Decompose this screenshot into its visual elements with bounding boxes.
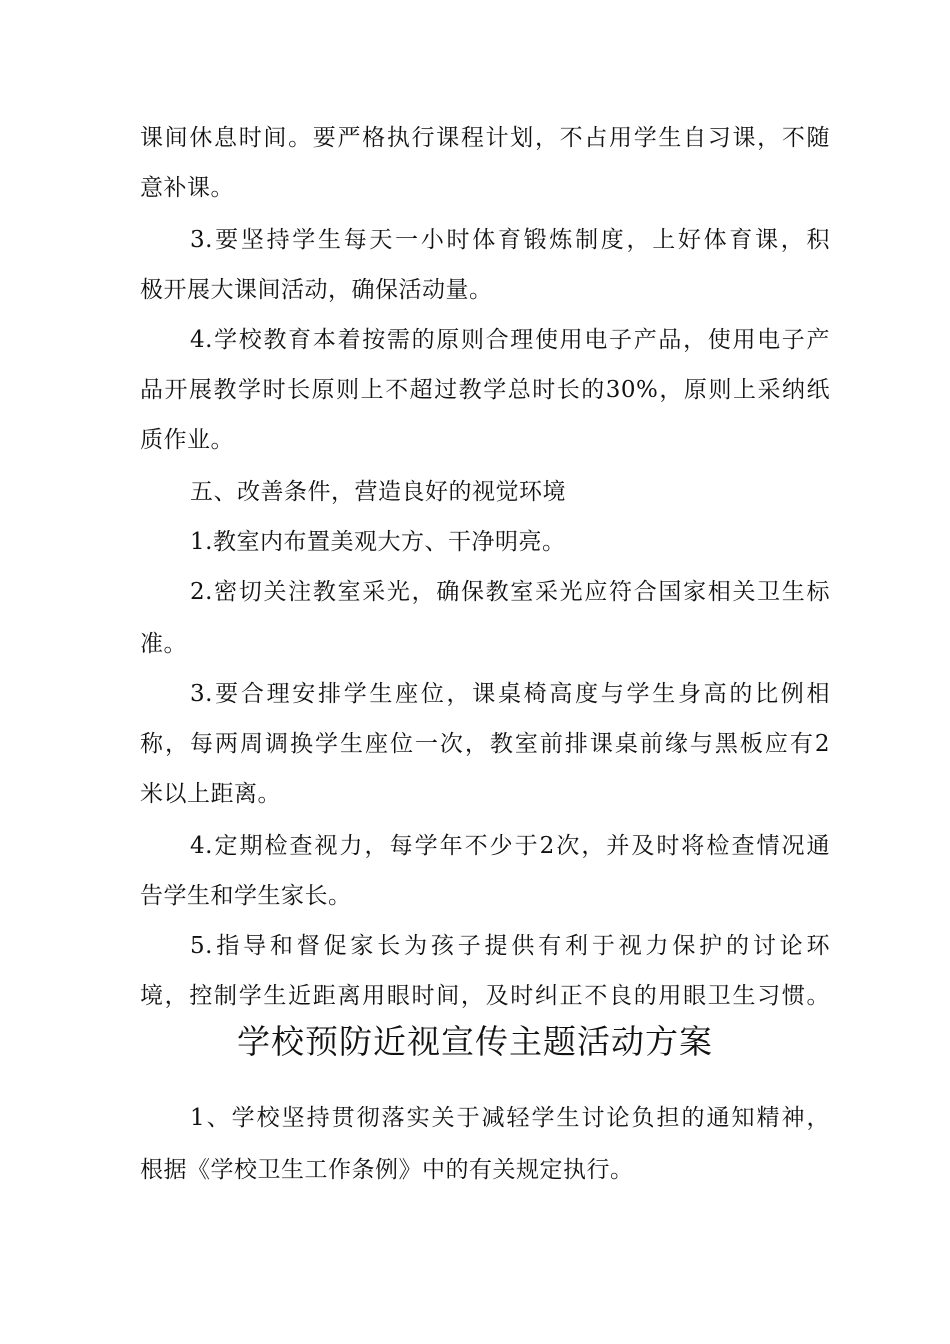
paragraph-line: 根据《学校卫生工作条例》中的有关规定执行。 — [140, 1157, 634, 1183]
paragraph-line: 极开展大课间活动，确保活动量。 — [140, 277, 493, 303]
paragraph-line: 3.要坚持学生每天一小时体育锻炼制度，上好体育课，积 — [190, 227, 830, 253]
paragraph-line: 5.指导和督促家长为孩子提供有利于视力保护的讨论环 — [190, 933, 830, 959]
paragraph-line: 1.教室内布置美观大方、干净明亮。 — [190, 529, 566, 555]
paragraph-line: 质作业。 — [140, 427, 234, 453]
paragraph-line: 称，每两周调换学生座位一次，教室前排课桌前缘与黑板应有2 — [140, 731, 830, 757]
section-heading: 五、改善条件，营造良好的视觉环境 — [190, 479, 566, 505]
paragraph-line: 2.密切关注教室采光，确保教室采光应符合国家相关卫生标 — [190, 579, 830, 605]
paragraph-line: 境，控制学生近距离用眼时间，及时纠正不良的用眼卫生习惯。 — [140, 983, 830, 1009]
paragraph-line: 告学生和学生家长。 — [140, 883, 352, 909]
paragraph-line: 3.要合理安排学生座位，课桌椅高度与学生身高的比例相 — [190, 681, 830, 707]
paragraph-line: 意补课。 — [140, 175, 234, 201]
paragraph-line: 课间休息时间。要严格执行课程计划，不占用学生自习课，不随 — [140, 125, 830, 151]
paragraph-line: 准。 — [140, 631, 187, 657]
document-title: 学校预防近视宣传主题活动方案 — [237, 1022, 713, 1061]
paragraph-line: 4.定期检查视力，每学年不少于2次，并及时将检查情况通 — [190, 833, 830, 859]
paragraph-line: 1、学校坚持贯彻落实关于减轻学生讨论负担的通知精神， — [190, 1105, 830, 1131]
paragraph-line: 4.学校教育本着按需的原则合理使用电子产品，使用电子产 — [190, 327, 830, 353]
paragraph-line: 品开展教学时长原则上不超过教学总时长的30%，原则上采纳纸 — [140, 377, 830, 403]
paragraph-line: 米以上距离。 — [140, 781, 281, 807]
